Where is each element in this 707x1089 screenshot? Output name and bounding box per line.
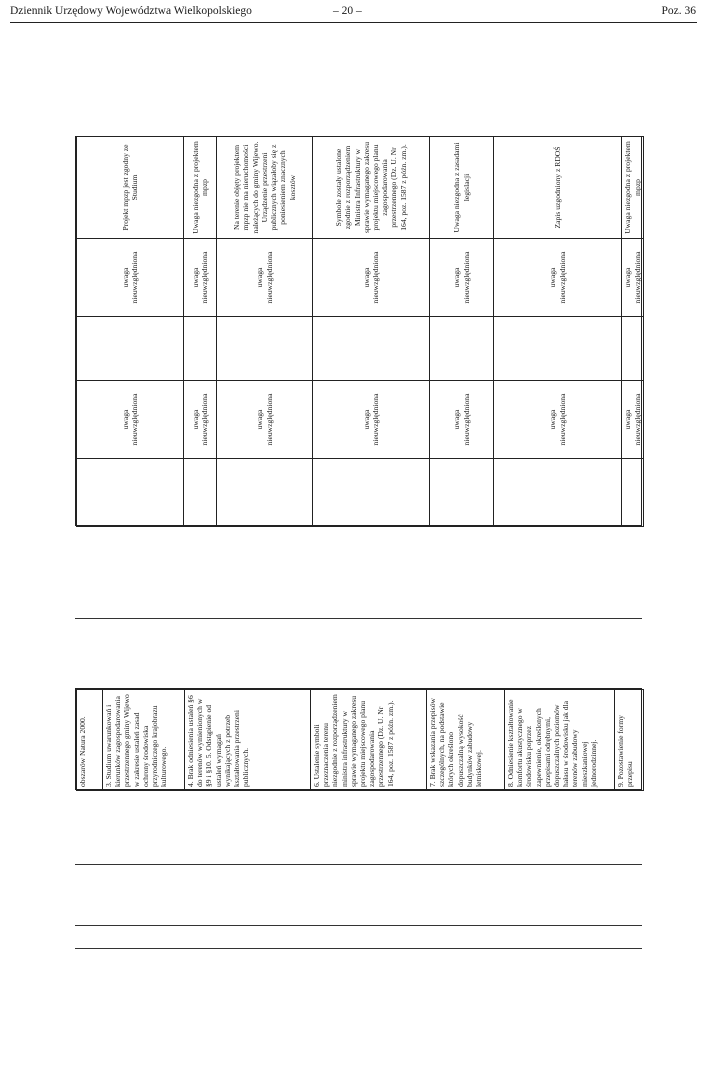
journal-title: Dziennik Urzędowy Województwa Wielkopolskiego [10, 5, 252, 17]
justification-cell: Uwaga niezgodna z zasadami legislacji [430, 137, 494, 239]
table-row [427, 690, 505, 791]
table-row [494, 137, 622, 527]
justification-cell: Uwaga niezgodna z projektem mpzp [622, 137, 644, 239]
resolution-cell: uwaga nieuwzględniona [494, 381, 622, 459]
remark-cell: 8. Odniesienie kształtowanie komfortu akustycznego w środowisku poprzez zapewnienie, określonych przepisami odrębnymi, dopuszczalnych poziomów hałasu w środowisku jak dla terenów zabudowy mieszkaniowej jednorodzinnej. [505, 690, 615, 791]
table-row [311, 690, 427, 791]
table-row [103, 690, 185, 791]
table-row [185, 690, 311, 791]
empty-cell [494, 459, 622, 527]
empty-cell [217, 317, 313, 381]
table-row [184, 137, 217, 527]
empty-cell [313, 317, 430, 381]
empty-cell [77, 459, 184, 527]
table-row [622, 137, 644, 527]
resolution-cell: uwaga nieuwzględniona [430, 381, 494, 459]
table-row [77, 137, 184, 527]
empty-cell [622, 459, 644, 527]
resolution-cell: uwaga nieuwzględniona [217, 239, 313, 317]
remark-cell: obszarów Natura 2000. [77, 690, 103, 791]
resolution-cell: uwaga nieuwzględniona [184, 381, 217, 459]
divider-line [75, 864, 642, 865]
upper-table [76, 136, 644, 527]
remark-cell: 6. Ustalenie symboli przeznaczenia terenu niezgodnie z rozporządzeniem ministra infrastruktury w sprawie wymaganego zakresu projektu miejscowego planu zagospodarowania przestrzennego (Dz. U. Nr 164, poz. 1587 z późn. zm.). [311, 690, 427, 791]
resolution-cell: uwaga nieuwzględniona [430, 239, 494, 317]
position-number: Poz. 36 [661, 5, 696, 17]
table-row [430, 137, 494, 527]
empty-cell [430, 459, 494, 527]
header-rule [10, 22, 697, 23]
remark-cell: 4. Brak odniesienia ustaleń §6 do terenów wymienionych w §9 i §10. 5. Odstąpienie od ustaleń wymagań wynikających z potrzeb kształtowania przestrzeni publicznych. [185, 690, 311, 791]
empty-cell [77, 317, 184, 381]
empty-cell [184, 317, 217, 381]
justification-cell: Symbole zostały ustalone zgodnie z rozporządzeniem Ministra Infrastruktury w sprawie wymaganego zakresu projektu miejscowego planu zagospodarowania przestrzennego (Dz. U. Nr 164, poz. 1587 z późn. zm.). [313, 137, 430, 239]
resolution-cell: uwaga nieuwzględniona [622, 381, 644, 459]
resolution-cell: uwaga nieuwzględniona [184, 239, 217, 317]
divider-line [75, 618, 642, 619]
table-row [217, 137, 313, 527]
resolution-cell: uwaga nieuwzględniona [313, 381, 430, 459]
divider-line [75, 925, 642, 926]
empty-cell [217, 459, 313, 527]
justification-cell: Na terenie objęty projektem mpzp nie ma nieruchomości należących do gminy Wijewo. Urządzenie przestrzeni publicznych wiązałoby się z poniesieniem znacznych kosztów [217, 137, 313, 239]
empty-cell [622, 317, 644, 381]
upper-table-frame [75, 136, 642, 526]
resolution-cell: uwaga nieuwzględniona [77, 239, 184, 317]
resolution-cell: uwaga nieuwzględniona [622, 239, 644, 317]
lower-table-frame [75, 688, 642, 790]
justification-cell: Uwaga niezgodna z projektem mpzp [184, 137, 217, 239]
remark-cell: 7. Brak wskazania przepisów szczególnych, na podstawie których określono dopuszczalną wysokość budynków zabudowy letniskowej. [427, 690, 505, 791]
empty-cell [313, 459, 430, 527]
table-row [77, 690, 103, 791]
lower-table [76, 689, 644, 791]
table-row [615, 690, 644, 791]
table-row [505, 690, 615, 791]
divider-line [75, 948, 642, 949]
empty-cell [184, 459, 217, 527]
empty-cell [494, 317, 622, 381]
table-row [313, 137, 430, 527]
resolution-cell: uwaga nieuwzględniona [217, 381, 313, 459]
empty-cell [430, 317, 494, 381]
resolution-cell: uwaga nieuwzględniona [77, 381, 184, 459]
resolution-cell: uwaga nieuwzględniona [313, 239, 430, 317]
remark-cell: 9. Pozostawienie formy przepisu [615, 690, 644, 791]
justification-cell: Projekt mpzp jest zgodny ze Studium [77, 137, 184, 239]
remark-cell: 3. Studium uwarunkowań i kierunków zagospodarowania przestrzennego gminy Wijewo w zakresie ustaleń zasad ochrony środowiska przyrodniczego krajobrazu kulturowego. [103, 690, 185, 791]
resolution-cell: uwaga nieuwzględniona [494, 239, 622, 317]
page-number: – 20 – [333, 5, 362, 17]
justification-cell: Zapis uzgodniony z RDOŚ [494, 137, 622, 239]
